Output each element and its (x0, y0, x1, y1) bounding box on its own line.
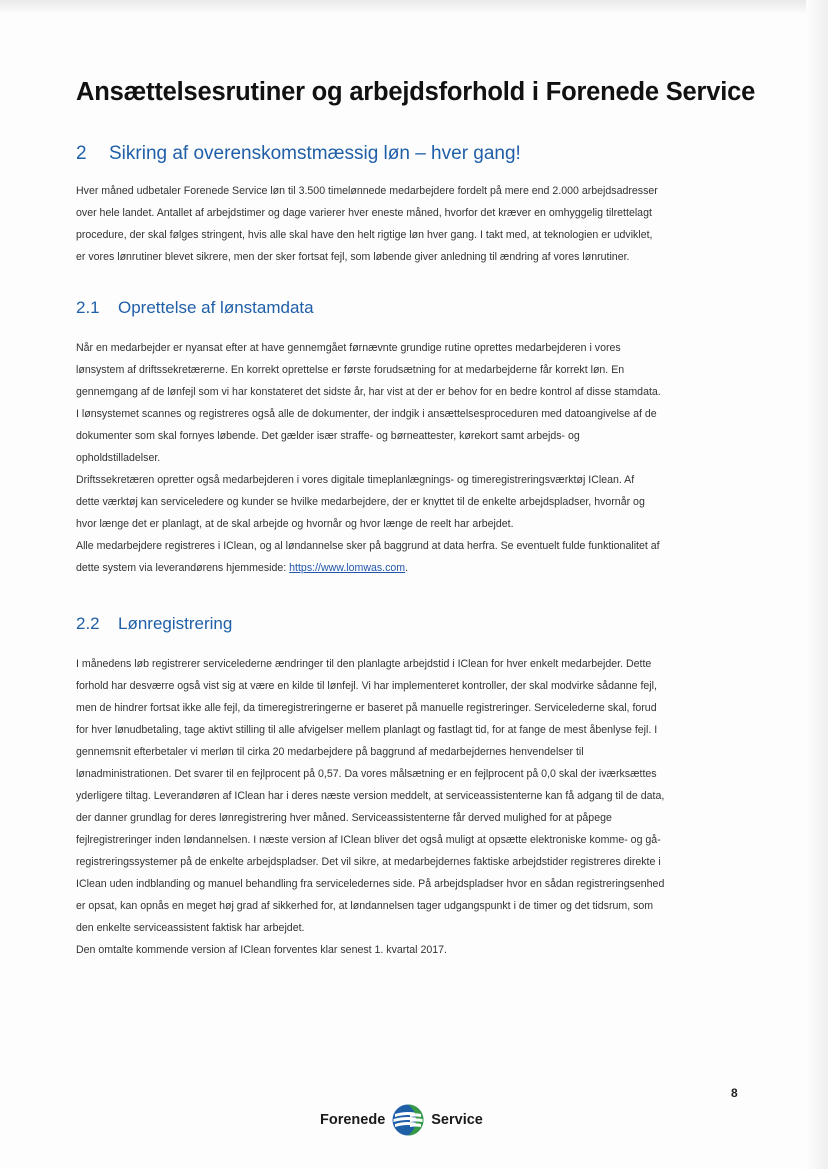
text-line: IClean uden indblanding og manuel behandling fra serviceledernes side. På arbejdspladser hvor en sådan registreringsenhed (76, 878, 665, 890)
text-line: forhold har desværre også vist sig at være en kilde til lønfejl. Vi har implementeret kontroller, der skal modvirke sådanne fejl, (76, 680, 657, 692)
text-line: men de hindrer fortsat ikke alle fejl, da timeregistreringerne er baseret på manuelle registreringer. Servicelederne skal, forud (76, 702, 657, 714)
subsection-title: Lønregistrering (118, 614, 233, 633)
text-line: der danner grundlag for deres lønregistrering hver måned. Serviceassistenterne får derved mulighed for at påpege (76, 812, 612, 824)
vendor-website-link[interactable]: https://www.lomwas.com (289, 562, 406, 574)
subsection-heading-2-2 (76, 614, 232, 634)
subsection-number: 2.2 (76, 614, 100, 633)
text-line: opholdstilladelser. (76, 452, 161, 464)
link-prefix: dette system via leverandørens hjemmeside: (76, 562, 290, 574)
text-line: lønsystem af driftssekretærerne. En korrekt oprettelse er første forudsætning for at medarbejderne får korrekt løn. En (76, 364, 625, 376)
text-line: fejlregistreringer inden løndannelsen. I næste version af IClean bliver det også muligt at opsætte elektroniske komme- og gå- (76, 834, 661, 846)
globe-logo-icon (391, 1103, 425, 1137)
subsection-title: Oprettelse af lønstamdata (118, 298, 314, 317)
text-line: lønadministrationen. Det svarer til en fejlprocent på 0,57. Da vores målsætning er en fejlprocent på 0,0 skal der iværksættes (76, 768, 657, 780)
text-line: dette værktøj kan serviceledere og kunder se hvilke medarbejdere, der er knyttet til de enkelte arbejdspladser, hvornår og (76, 496, 645, 508)
text-line: den enkelte serviceassistent faktisk har arbejdet. (76, 922, 305, 934)
text-line: I lønsystemet scannes og registreres også alle de dokumenter, der indgik i ansættelsesproceduren med datoangivelse af de (76, 408, 657, 420)
text-line: gennemgang af de lønfejl som vi har konstateret det sidste år, har vist at der er behov for en bedre kontrol af disse stamdata. (76, 386, 661, 398)
text-line: Hver måned udbetaler Forenede Service løn til 3.500 timelønnede medarbejdere fordelt på mere end 2.000 arbejdsadresser (76, 185, 658, 197)
text-line: gennemsnit efterbetaler vi merløn til cirka 20 medarbejdere på baggrund af medarbejdernes henvendelser til (76, 746, 584, 758)
text-line: er opsat, kan opnås en meget høj grad af sikkerhed for, at løndannelsen tager udgangspunkt i de timer og det tidsrum, som (76, 900, 654, 912)
text-line: over hele landet. Antallet af arbejdstimer og dage varierer hver eneste måned, hvorfor det kræver en omhyggelig tilrettelagt (76, 207, 652, 219)
text-line-with-link (76, 557, 748, 579)
text-line: procedure, der skal følges stringent, hvis alle skal have den helt rigtige løn hver gang. I takt med, at teknologien er udviklet, (76, 229, 653, 241)
scan-shadow-right (806, 0, 828, 1169)
subsection-number: 2.1 (76, 298, 100, 317)
text-line: hvor længe det er planlagt, at de skal arbejde og hvornår og hvor længe de reelt har arbejdet. (76, 518, 514, 530)
text-line: I månedens løb registrerer servicelederne ændringer til den planlagte arbejdstid i IClean for hver enkelt medarbejder. Dette (76, 658, 652, 670)
logo-text-left: Forenede (320, 1112, 386, 1128)
text-line: Alle medarbejdere registreres i IClean, og al løndannelse sker på baggrund at data herfra. Se eventuelt fulde funktionalitet af (76, 540, 660, 552)
text-line: er vores lønrutiner blevet sikrere, men der sker fortsat fejl, som løbende giver anledning til ændring af vores lønrutiner. (76, 251, 630, 263)
subsection-heading-2-1 (76, 298, 314, 318)
text-line: yderligere tiltag. Leverandøren af IClean har i deres næste version meddelt, at serviceassistenterne kan få adgang til de data, (76, 790, 665, 802)
logo-text-right: Service (431, 1112, 483, 1128)
scan-shadow-top (0, 0, 828, 14)
section-heading (76, 143, 521, 165)
text-line: dokumenter som skal fornyes løbende. Det gælder især straffe- og børneattester, kørekort samt arbejds- og (76, 430, 580, 442)
section-number: 2 (76, 143, 87, 164)
subsection-2-1-body (76, 337, 748, 579)
text-line: Når en medarbejder er nyansat efter at have gennemgået førnævnte grundige rutine oprettes medarbejderen i vores (76, 342, 621, 354)
section-intro-paragraph (76, 180, 748, 268)
company-logo (320, 1103, 483, 1137)
text-line: Den omtalte kommende version af IClean forventes klar senest 1. kvartal 2017. (76, 944, 447, 956)
text-line: Driftssekretæren opretter også medarbejderen i vores digitale timeplanlægnings- og timeregistreringsværktøj IClean. Af (76, 474, 635, 486)
text-line: registreringssystemer på de enkelte arbejdspladser. Det vil sikre, at medarbejdernes faktiske arbejdstider registreres direkte i (76, 856, 661, 868)
document-title: Ansættelsesrutiner og arbejdsforhold i Forenede Service (76, 78, 756, 106)
page-number: 8 (731, 1086, 738, 1100)
section-title: Sikring af overenskomstmæssig løn – hver gang! (109, 143, 521, 164)
link-suffix: . (405, 562, 409, 574)
text-line: for hver lønudbetaling, tage aktivt stilling til alle afvigelser mellem planlagt og fastlagt tid, for at fange de mest åbenlyse fejl. I (76, 724, 658, 736)
subsection-2-2-body (76, 653, 748, 961)
